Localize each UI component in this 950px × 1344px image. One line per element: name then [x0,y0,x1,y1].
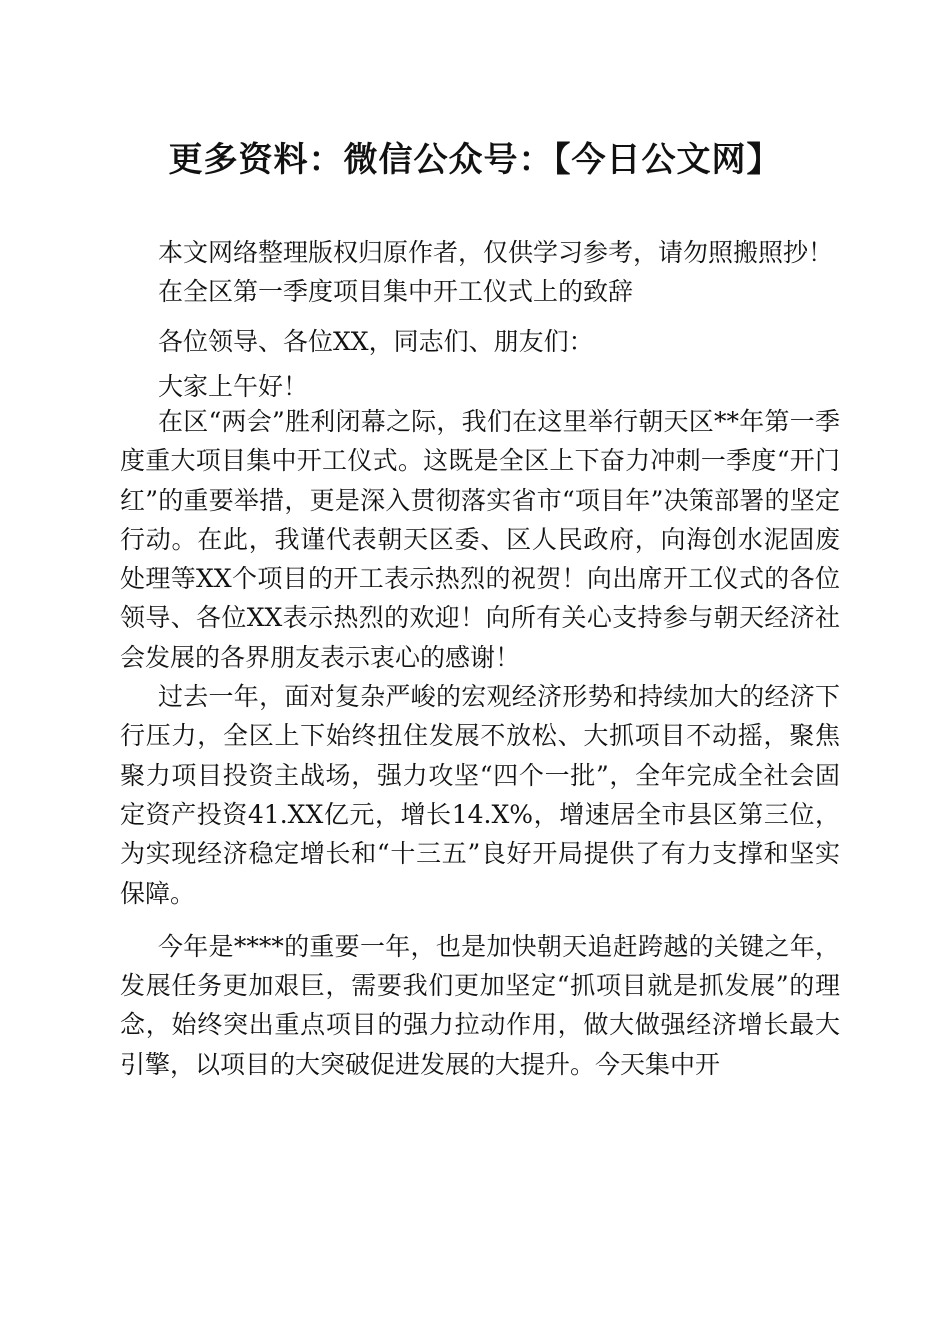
salutation: 各位领导、各位XX，同志们、朋友们： [158,327,594,356]
greeting: 大家上午好！ [158,372,309,401]
paragraph: 在区“两会”胜利闭幕之际，我们在这里举行朝天区**年第一季度重大项目集中开工仪式。这既是全区上下奋力冲刺一季度“开门红”的重要举措，更是深入贯彻落实省市“项目年”决策部署的坚定行动。在此，我谨代表朝天区委、区人民政府，向海创水泥固废处理等XX个项目的开工表示热烈的祝贺！向出席开工仪式的各位领导、各位XX表示热烈的欢迎！向所有关心支持参与朝天经济社会发展的各界朋友表示衷心的感谢！ [120,407,840,672]
disclaimer-line: 本文网络整理版权归原作者，仅供学习参考，请勿照搬照抄！ [158,238,834,267]
speech-title: 在全区第一季度项目集中开工仪式上的致辞 [158,277,634,306]
document-body [120,402,840,1084]
paragraph: 过去一年，面对复杂严峻的宏观经济形势和持续加大的经济下行压力，全区上下始终扭住发展不放松、大抓项目不动摇，聚焦聚力项目投资主战场，强力攻坚“四个一批”，全年完成全社会固定资产投资41.XX亿元，增长14.X%，增速居全市县区第三位，为实现经济稳定增长和“十三五”良好开局提供了有力支撑和坚实保障。 [120,682,840,908]
header-title: 更多资料：微信公众号：【今日公文网】 [168,140,782,180]
paragraph: 今年是****的重要一年，也是加快朝天追赶跨越的关键之年，发展任务更加艰巨，需要我们更加坚定“抓项目就是抓发展”的理念，始终突出重点项目的强力拉动作用，做大做强经济增长最大引擎，以项目的大突破促进发展的大提升。今天集中开 [120,931,840,1079]
